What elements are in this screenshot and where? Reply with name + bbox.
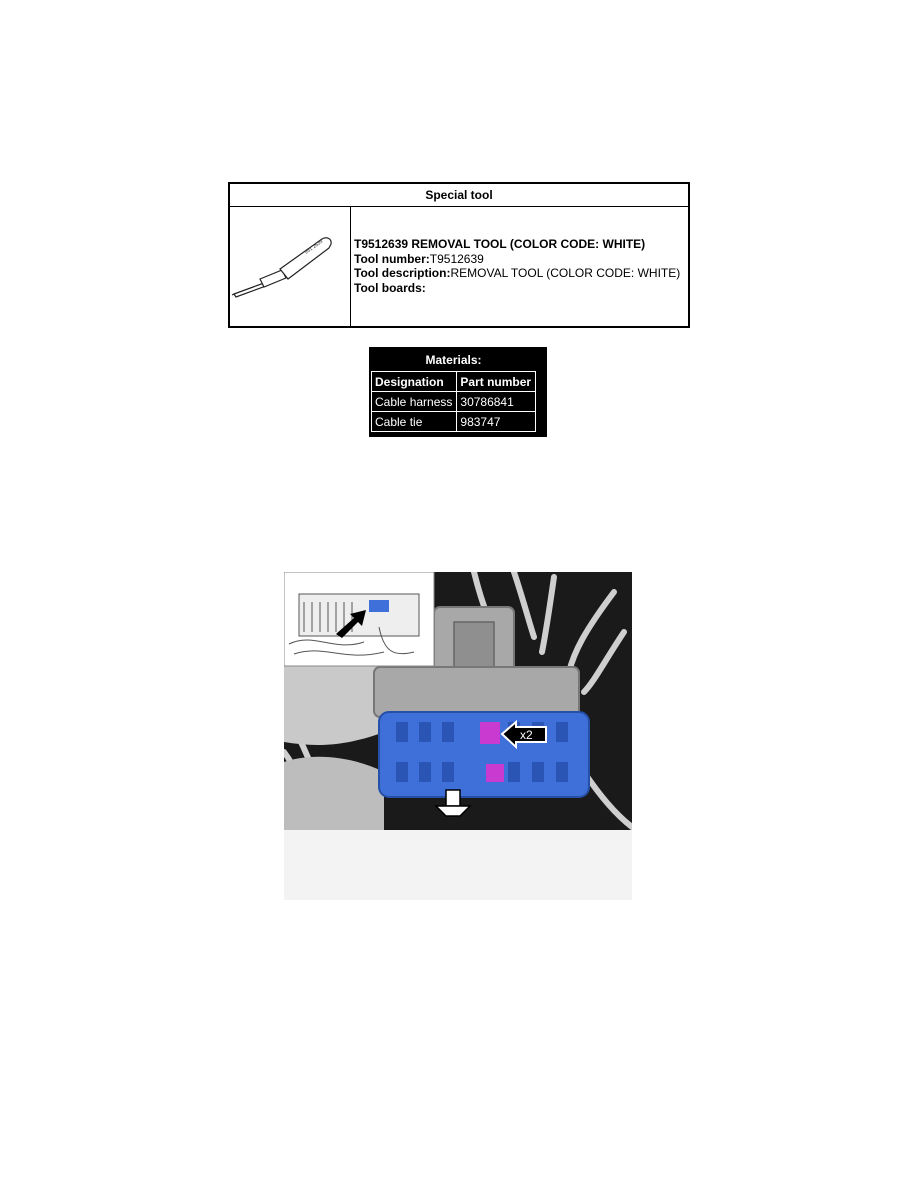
tool-title: T9512639 REMOVAL TOOL (COLOR CODE: WHITE) bbox=[354, 237, 646, 251]
x2-callout-label: x2 bbox=[520, 728, 533, 742]
column-header-designation: Designation bbox=[372, 372, 457, 392]
tool-number: T9512639 bbox=[429, 251, 484, 266]
designation-cell: Cable tie bbox=[372, 412, 457, 432]
table-row bbox=[372, 392, 536, 412]
materials-title: Materials: bbox=[425, 353, 482, 367]
tool-number-label: Tool number: bbox=[354, 251, 430, 266]
part-number-cell: 983747 bbox=[457, 412, 536, 432]
part-number-cell: 30786841 bbox=[457, 392, 536, 412]
tool-description-label: Tool description: bbox=[354, 266, 451, 280]
designation-cell: Cable harness bbox=[372, 392, 457, 412]
connector-photo bbox=[284, 572, 632, 900]
tool-boards-label: Tool boards: bbox=[354, 280, 426, 295]
special-tool-header: Special tool bbox=[230, 184, 688, 207]
column-header-part-number: Part number bbox=[457, 372, 536, 392]
removal-tool-illustration bbox=[230, 207, 351, 327]
table-row bbox=[372, 412, 536, 432]
tool-description: REMOVAL TOOL (COLOR CODE: WHITE) bbox=[450, 266, 681, 280]
special-tool-table bbox=[228, 182, 690, 328]
materials-table bbox=[369, 347, 547, 437]
svg-text:951 2639: 951 2639 bbox=[303, 238, 325, 256]
